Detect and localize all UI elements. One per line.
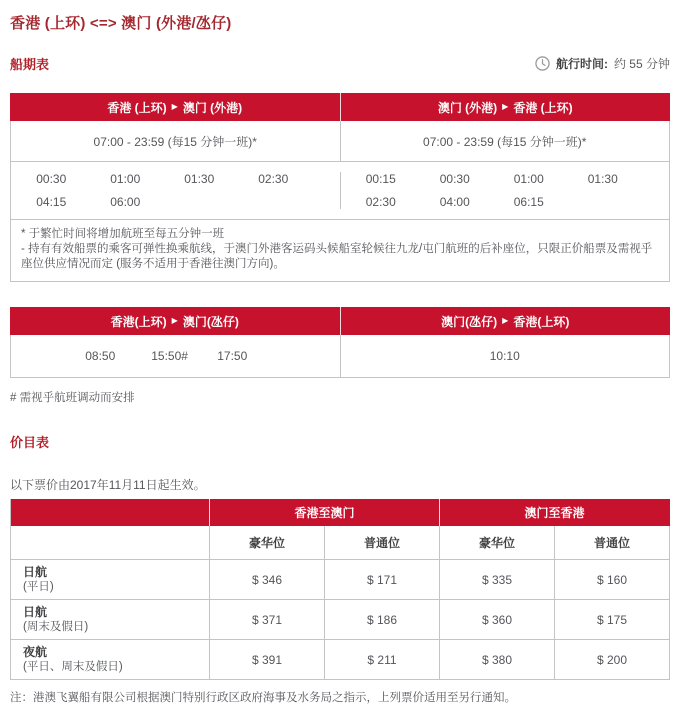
header-hk-to-taipa [10,307,341,335]
time-value: 17:50 [217,349,248,363]
times-grid [490,349,520,363]
right-arrow-icon: ▶ [171,102,178,111]
price-value: $ 171 [325,560,440,600]
night-times-row [11,162,669,220]
price-value: $ 371 [210,600,325,640]
price-value: $ 391 [210,640,325,680]
price-header-empty-cell [11,499,210,526]
schedule-table-outer [10,93,670,282]
price-header-hk-to-macau: 香港至澳门 [210,499,440,526]
price-value: $ 186 [325,600,440,640]
from-label: 澳门 (外港) [437,100,498,115]
schedule-table-taipa-header [10,307,670,335]
times-taipa-to-hk [341,335,670,377]
time-value: 00:30 [439,172,470,186]
right-arrow-icon: ▶ [502,102,509,111]
duration-label: 航行时间: [555,57,608,71]
sailing-duration [535,55,670,72]
price-value: $ 200 [555,640,670,680]
header-macau-outer-to-hk [341,93,671,121]
taipa-note: # 需视乎航班调动而安排 [10,392,135,404]
service-days: (平日) [23,580,54,593]
price-value: $ 211 [325,640,440,680]
price-value: $ 160 [555,560,670,600]
to-label: 澳门 (外港) [182,100,243,115]
to-label: 香港 (上环) [513,100,573,115]
header-taipa-to-hk [341,307,671,335]
from-label: 香港 (上环) [107,100,167,115]
header-hk-to-macau-outer [10,93,341,121]
price-row-label [11,640,210,680]
times-grid [36,172,314,209]
time-value: 02:30 [258,172,289,186]
time-value: 01:30 [184,172,215,186]
times-hk-to-taipa [11,335,341,377]
prices-heading: 价目表 [10,435,50,450]
duration-value: 约 55 分钟 [613,57,670,71]
time-value: 01:30 [587,172,618,186]
seat-class-header: 普通位 [555,526,670,560]
from-label: 香港(上环) [110,314,167,329]
price-value: $ 380 [440,640,555,680]
seat-class-empty-cell [11,526,210,560]
price-value: $ 175 [555,600,670,640]
page-title: 香港 (上环) <=> 澳门 (外港/氹仔) [10,15,232,32]
price-value: $ 360 [440,600,555,640]
time-value: 00:30 [36,172,67,186]
effective-date-note: 以下票价由2017年11月11日起生效。 [10,478,206,492]
service-days: (周末及假日) [23,620,89,633]
time-value: 15:50# [151,349,188,363]
price-value: $ 346 [210,560,325,600]
price-disclaimer: 注：港澳飞翼船有限公司根据澳门特别行政区政府海事及水务局之指示，上列票价适用至另行通知。 [10,692,516,704]
times-hk-to-macau [11,172,341,209]
time-value: 06:15 [513,195,544,209]
seat-class-header: 豪华位 [440,526,555,560]
taipa-times-row [11,335,669,377]
time-value: 04:15 [36,195,67,209]
frequency-macau-to-hk: 07:00 - 23:59 (每15 分钟一班)* [423,134,587,149]
to-label: 澳门(氹仔) [182,314,239,329]
times-grid [85,349,265,363]
time-value: 10:10 [489,349,520,363]
schedule-notes [11,220,669,281]
time-value: 08:50 [85,349,116,363]
time-value: 01:00 [110,172,141,186]
time-value: 04:00 [439,195,470,209]
clock-icon [535,56,550,71]
times-grid [366,172,644,209]
schedule-table-taipa [10,307,670,378]
price-row-label [11,600,210,640]
price-header-macau-to-hk: 澳门至香港 [440,499,670,526]
time-value: 00:15 [365,172,396,186]
schedule-heading: 船期表 [10,57,50,72]
time-value: 06:00 [110,195,141,209]
frequency-row [11,121,669,162]
price-row-label [11,560,210,600]
seat-class-header: 豪华位 [210,526,325,560]
service-name: 日航 [23,604,48,619]
price-value: $ 335 [440,560,555,600]
frequency-hk-to-macau: 07:00 - 23:59 (每15 分钟一班)* [11,121,341,161]
to-label: 香港(上环) [513,314,570,329]
right-arrow-icon: ▶ [502,316,509,325]
schedule-note-2: - 持有有效船票的乘客可弹性换乘航线，于澳门外港客运码头候船室轮候往九龙/屯门航班的后补座位，只限正价船票及需视乎座位供应情况而定 (服务不适用于香港往澳门方向)。 [21,243,653,270]
time-value: 01:00 [513,172,544,186]
schedule-note-1: * 于繁忙时间将增加航班至每五分钟一班 [21,228,225,240]
price-table [10,499,670,680]
time-value: 02:30 [365,195,396,209]
seat-class-header: 普通位 [325,526,440,560]
times-macau-to-hk [341,172,670,209]
service-days: (平日、周末及假日) [23,660,123,673]
right-arrow-icon: ▶ [171,316,178,325]
from-label: 澳门(氹仔) [441,314,498,329]
service-name: 夜航 [23,644,48,659]
schedule-table-outer-header [10,93,670,121]
schedule-section-header [10,54,670,73]
service-name: 日航 [23,564,48,579]
